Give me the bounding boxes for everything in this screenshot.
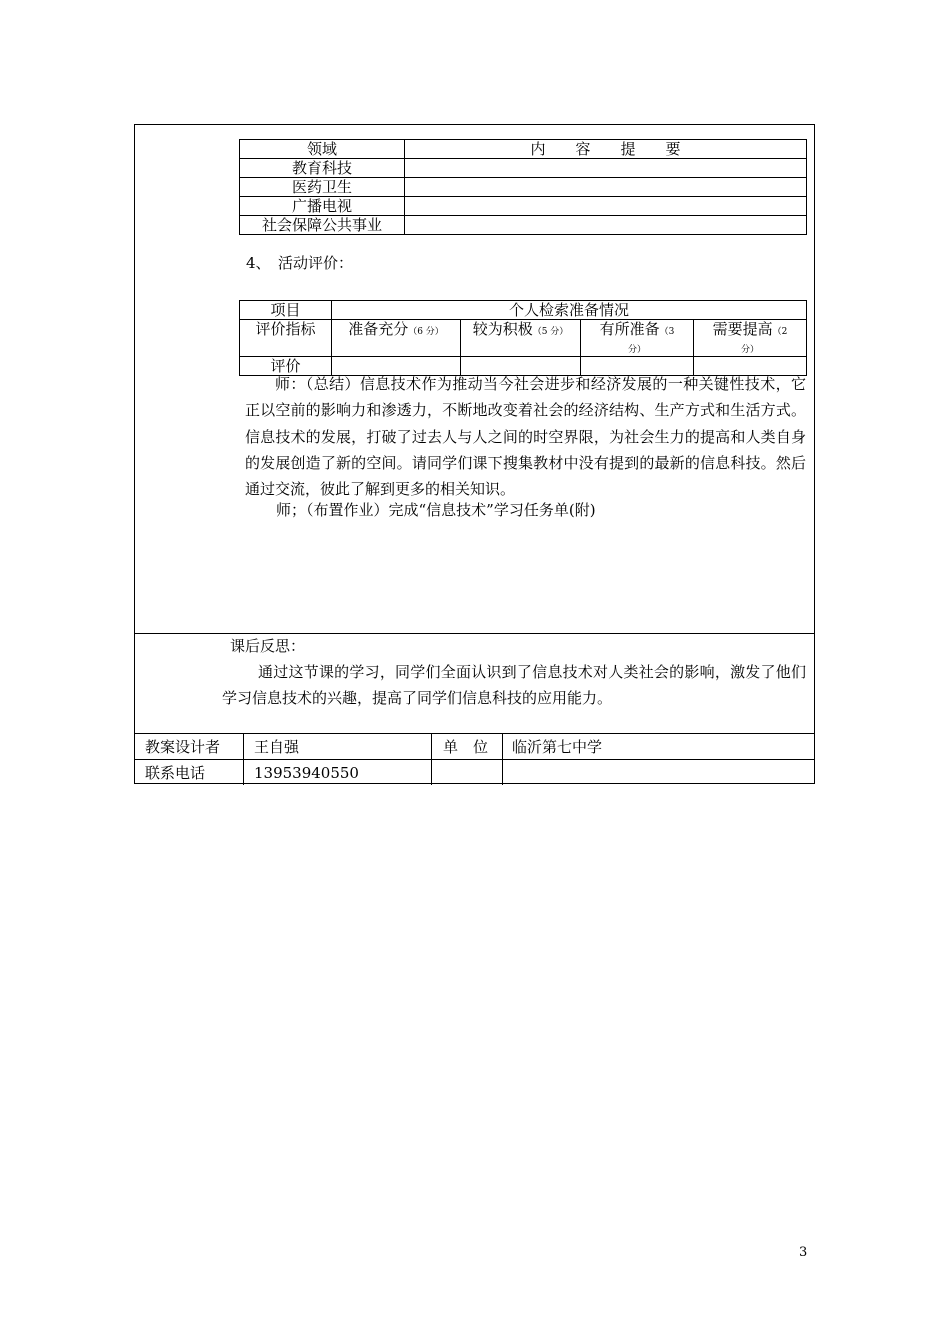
designer-label: 教案设计者	[145, 738, 221, 756]
eval-criterion	[581, 320, 694, 357]
eval-criterion-sub-continued: 分）	[741, 345, 760, 355]
eval-criterion-main: 有所准备	[599, 320, 660, 338]
eval-criterion-sub: （2	[772, 327, 788, 337]
domain-row-label: 教育科技	[240, 159, 405, 178]
eval-criterion	[694, 320, 807, 357]
domain-row-content	[405, 197, 807, 216]
eval-index-label: 评价指标	[240, 320, 332, 357]
domain-table	[239, 139, 807, 235]
eval-row-label: 评价	[240, 357, 332, 376]
domain-row-label: 医药卫生	[240, 178, 405, 197]
page-number: 3	[799, 1245, 808, 1260]
eval-criterion-main: 较为积极	[472, 320, 533, 338]
footer-col-divider	[502, 733, 503, 785]
evaluation-table	[239, 300, 807, 376]
phone-number: 13953940550	[254, 764, 359, 782]
eval-criterion-sub: （6 分）	[408, 327, 444, 337]
unit-name: 临沂第七中学	[512, 738, 603, 756]
unit-label: 单 位	[443, 738, 489, 756]
domain-header-content: 内 容 提 要	[405, 140, 807, 159]
domain-row-content	[405, 178, 807, 197]
footer-divider	[135, 733, 814, 734]
footer-row-divider	[135, 759, 814, 760]
domain-row-label: 社会保障公共事业	[240, 216, 405, 235]
eval-criterion-main: 准备充分	[348, 320, 409, 338]
reflection-paragraph: 通过这节课的学习，同学们全面认识到了信息技术对人类社会的影响，激发了他们学习信息技术的兴趣，提高了同学们信息科技的应用能力。	[222, 663, 806, 708]
eval-criterion	[461, 320, 581, 357]
eval-criterion-sub: （5 分）	[532, 327, 569, 337]
footer-col-divider	[431, 733, 432, 785]
domain-row-label: 广播电视	[240, 197, 405, 216]
domain-header-field: 领域	[240, 140, 405, 159]
footer-col-divider	[243, 733, 244, 785]
designer-name: 王自强	[254, 738, 300, 756]
eval-project-label: 项目	[240, 301, 332, 320]
eval-criterion-sub-continued: 分）	[627, 345, 646, 355]
eval-criterion-main: 需要提高	[712, 320, 773, 338]
domain-row-content	[405, 159, 807, 178]
lesson-plan-frame	[134, 124, 815, 784]
reflection-title: 课后反思：	[230, 637, 306, 655]
eval-criterion	[332, 320, 461, 357]
eval-criterion-sub: （3	[659, 327, 675, 337]
section-4-heading: 4、 活动评价：	[246, 254, 354, 272]
summary-paragraph: 师：（总结）信息技术作为推动当今社会进步和经济发展的一种关键性技术，它正以空前的影响力和渗透力，不断地改变着社会的经济结构、生产方式和生活方式。信息技术的发展，打破了过去人与人之间的时空界限，为社会生力的提高和人类自身的发展创造了新的空间。请同学们课下搜集教材中没有提到的最新的信息科技。然后通过交流，彼此了解到更多的相关知识。	[245, 375, 806, 499]
eval-project-value: 个人检索准备情况	[332, 301, 807, 320]
phone-label: 联系电话	[145, 764, 206, 782]
homework-line: 师；（布置作业）完成“信息技术”学习任务单(附)	[276, 501, 596, 519]
domain-row-content	[405, 216, 807, 235]
